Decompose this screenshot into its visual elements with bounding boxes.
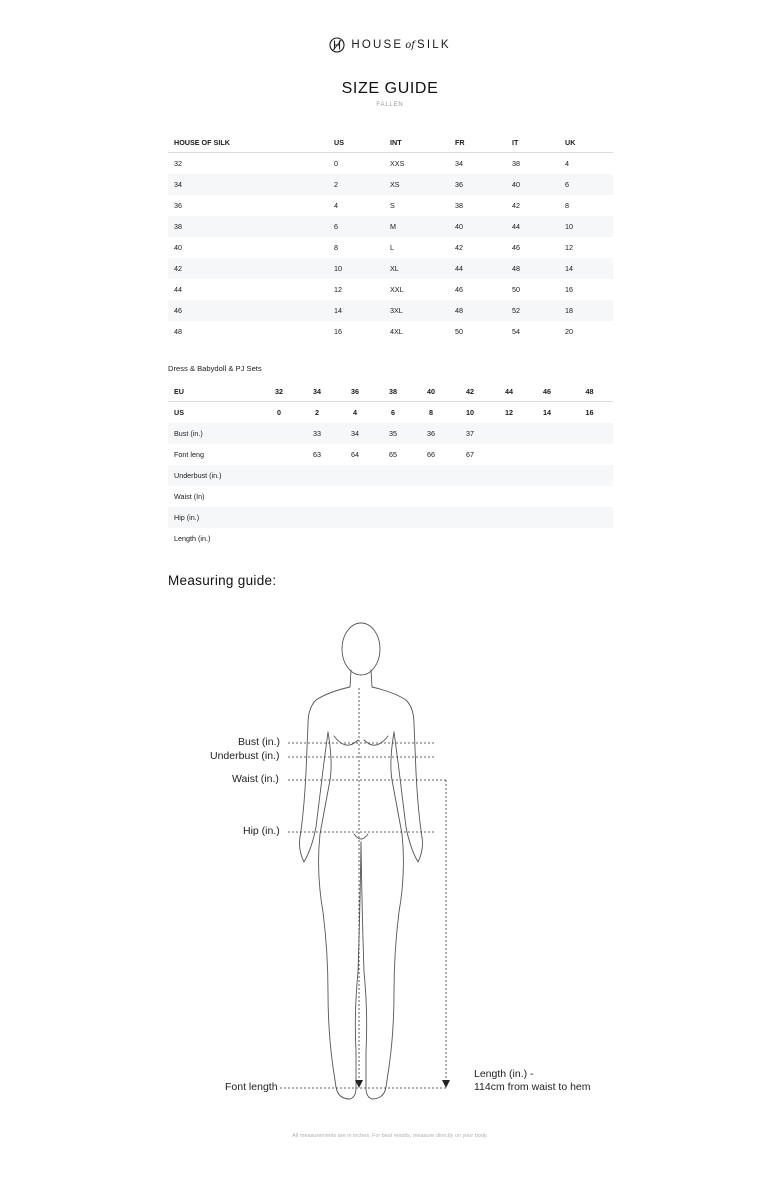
size-table-header: UK: [565, 132, 613, 153]
size-table-cell: 16: [565, 285, 573, 294]
dress-section-label: Dress & Babydoll & PJ Sets: [168, 364, 262, 373]
dress-table-cell: [450, 465, 490, 486]
dress-table-cell: Bust (in.): [168, 423, 260, 444]
size-table-cell: 50: [455, 327, 463, 336]
dress-table-cell: [374, 528, 412, 549]
size-table-cell: S: [390, 201, 395, 210]
dress-table-cell: [298, 507, 336, 528]
size-table-cell: 0: [334, 159, 338, 168]
size-table-header-row: [168, 132, 613, 153]
measuring-figure-panel: [168, 612, 613, 1132]
dress-table-cell: [490, 507, 528, 528]
size-table-cell: XL: [390, 258, 455, 279]
body-outline: [300, 623, 423, 1099]
size-table-cell: 8: [565, 201, 569, 210]
dress-table-cell: [412, 528, 450, 549]
dress-table-cell: 12: [505, 408, 513, 417]
page-title: SIZE GUIDE: [341, 80, 439, 97]
brand-name-of: of: [405, 40, 415, 51]
dress-table-cell: [260, 444, 298, 465]
brand-name-left: HOUSE: [351, 39, 404, 51]
hip-outline: [354, 834, 368, 839]
size-table-header: HOUSE OF SILK: [168, 132, 334, 153]
size-table-cell: 40: [455, 216, 512, 237]
waist-label: Waist (in.): [232, 773, 279, 785]
dress-table-cell: [528, 486, 566, 507]
brand-name: [351, 39, 450, 51]
size-table-cell: 40: [174, 243, 182, 252]
dress-table-cell: [528, 528, 566, 549]
size-table-cell: 34: [455, 159, 463, 168]
dress-table-cell: Font leng: [174, 450, 204, 459]
dress-table-cell: [566, 465, 613, 486]
size-table-cell: 18: [565, 300, 613, 321]
dress-table-cell: [298, 486, 336, 507]
dress-table-cell: [336, 528, 374, 549]
size-table-cell: 10: [565, 216, 613, 237]
body-figure-illustration: [168, 612, 613, 1132]
dress-table-cell: [412, 507, 450, 528]
length-label-line1: Length (in.) -: [474, 1068, 534, 1080]
size-table-cell: 38: [512, 159, 520, 168]
size-table-cell: 44: [174, 285, 182, 294]
size-table-cell: 6: [565, 174, 613, 195]
size-table-row: [168, 279, 613, 300]
dress-table-cell: [566, 423, 613, 444]
size-table-header: INT: [390, 132, 455, 153]
size-table-cell: 42: [512, 201, 520, 210]
size-table-row: [168, 174, 613, 195]
dress-table-cell: [298, 528, 336, 549]
size-table-cell: 14: [565, 258, 613, 279]
dress-table-cell: Waist (In): [174, 492, 205, 501]
dress-table-cell: [412, 486, 450, 507]
size-table-cell: 34: [168, 174, 334, 195]
dress-table-cell: [528, 444, 566, 465]
dress-table-cell: [260, 423, 298, 444]
dress-table-cell: Hip (in.): [168, 507, 260, 528]
page-subtitle: FALLEN: [376, 102, 404, 108]
measuring-guide-title: Measuring guide:: [168, 573, 277, 588]
size-table-row: [168, 300, 613, 321]
left-arm-outline: [300, 687, 351, 862]
hip-label: Hip (in.): [243, 825, 280, 837]
dress-table-cell: [566, 528, 613, 549]
dress-table-header: 44: [490, 381, 528, 402]
font-length-label: Font length: [225, 1081, 278, 1093]
size-table-cell: 4: [334, 201, 338, 210]
dress-table-cell: [336, 507, 374, 528]
dress-table-cell: [260, 507, 298, 528]
size-table-cell: 2: [334, 174, 390, 195]
size-table-cell: 4XL: [390, 327, 403, 336]
size-table-cell: 48: [455, 300, 512, 321]
dress-table-cell: 10: [466, 408, 474, 417]
dress-table-cell: Length (in.): [174, 534, 211, 543]
bust-outline: [334, 736, 388, 745]
dress-table-header: 38: [374, 381, 412, 402]
dress-table-cell: 66: [427, 450, 435, 459]
dress-table-cell: [450, 528, 490, 549]
size-table-cell: L: [390, 243, 394, 252]
dress-table-cell: 2: [315, 408, 319, 417]
dress-table-body: [168, 402, 613, 550]
dress-table-cell: [528, 465, 566, 486]
dress-table-cell: 6: [391, 408, 395, 417]
dress-table-row: [168, 486, 613, 507]
dress-table-cell: [490, 528, 528, 549]
dress-table-header: 32: [260, 381, 298, 402]
dress-table-cell: 67: [466, 450, 474, 459]
right-body-outline: [361, 732, 403, 1099]
size-table-header: FR: [455, 132, 512, 153]
dress-table-cell: 4: [353, 408, 357, 417]
dress-table-cell: [450, 507, 490, 528]
dress-table-cell: [260, 465, 298, 486]
brand-logo[interactable]: [0, 37, 780, 53]
dress-table-cell: [412, 465, 450, 486]
size-table-cell: 20: [565, 327, 573, 336]
length-label-line2: 114cm from waist to hem: [474, 1081, 591, 1093]
dress-table-cell: 33: [298, 423, 336, 444]
dress-table-row: [168, 444, 613, 465]
size-table-cell: 50: [512, 285, 520, 294]
dress-table-row: [168, 465, 613, 486]
head-outline: [342, 623, 380, 675]
size-table-cell: 32: [174, 159, 182, 168]
dress-table-cell: [336, 486, 374, 507]
size-table-row: [168, 216, 613, 237]
size-table-cell: 36: [455, 174, 512, 195]
dress-table-cell: [450, 486, 490, 507]
size-table-row: [168, 258, 613, 279]
dress-table-row: [168, 402, 613, 424]
size-table-body: [168, 153, 613, 343]
size-table-cell: 46: [512, 243, 520, 252]
dress-table-cell: [374, 486, 412, 507]
dress-table-cell: Underbust (in.): [168, 465, 260, 486]
size-table-cell: 40: [512, 174, 565, 195]
bust-label: Bust (in.): [238, 736, 281, 748]
dress-table-header: 46: [528, 381, 566, 402]
dress-table-cell: [566, 444, 613, 465]
size-table-cell: 6: [334, 216, 390, 237]
size-table-cell: 42: [168, 258, 334, 279]
brand-name-right: SILK: [416, 39, 451, 51]
size-table-cell: 16: [334, 327, 342, 336]
dress-table-cell: 65: [389, 450, 397, 459]
size-table-cell: XXL: [390, 285, 404, 294]
size-table-row: [168, 195, 613, 216]
dress-table-cell: 35: [374, 423, 412, 444]
dress-table-cell: 34: [336, 423, 374, 444]
dress-table-cell: 8: [429, 408, 433, 417]
dress-table-header: 42: [450, 381, 490, 402]
dress-table-row: [168, 507, 613, 528]
dress-table-cell: 16: [585, 408, 594, 417]
dress-table-cell: [260, 486, 298, 507]
dress-table-cell: [490, 444, 528, 465]
dress-table-cell: 37: [450, 423, 490, 444]
size-table-row: [168, 237, 613, 258]
dress-table-cell: [490, 423, 528, 444]
dress-table-cell: 0: [277, 408, 281, 417]
size-table-cell: 54: [512, 327, 520, 336]
dress-table-cell: [566, 486, 613, 507]
dress-table-cell: [566, 507, 613, 528]
dress-table-header: 40: [412, 381, 450, 402]
right-arm-outline: [372, 687, 423, 862]
size-table-cell: 52: [512, 300, 565, 321]
size-table-cell: 38: [168, 216, 334, 237]
size-table-header: IT: [512, 132, 565, 153]
dress-table-cell: [528, 507, 566, 528]
size-table-row: [168, 153, 613, 175]
size-table-cell: 10: [334, 258, 390, 279]
length-arrow-icon: [442, 1080, 450, 1088]
dress-table-header: 36: [336, 381, 374, 402]
size-table-cell: 3XL: [390, 300, 455, 321]
size-table-cell: M: [390, 216, 455, 237]
size-table-cell: XXS: [390, 159, 405, 168]
dress-table-cell: [336, 465, 374, 486]
dress-table-cell: [374, 465, 412, 486]
underbust-label: Underbust (in.): [210, 750, 280, 762]
size-table-cell: 46: [168, 300, 334, 321]
size-table-cell: 12: [565, 243, 573, 252]
dress-table-cell: [490, 486, 528, 507]
size-table-cell: 14: [334, 300, 390, 321]
dress-measurements-table: [168, 381, 613, 549]
size-table-cell: 42: [455, 243, 463, 252]
dress-table-cell: [374, 507, 412, 528]
dress-table-cell: 64: [351, 450, 359, 459]
dress-table-cell: 63: [313, 450, 321, 459]
size-table-cell: 12: [334, 285, 342, 294]
size-table-cell: XS: [390, 174, 455, 195]
size-table-cell: 44: [455, 258, 512, 279]
dress-table-header: EU: [168, 381, 260, 402]
dress-table-cell: [260, 528, 298, 549]
dress-table-row: [168, 528, 613, 549]
size-table-cell: 4: [565, 159, 569, 168]
size-table-row: [168, 321, 613, 342]
size-table-cell: 44: [512, 216, 565, 237]
size-table-cell: 38: [455, 201, 463, 210]
size-table-cell: 36: [174, 201, 182, 210]
dress-table-cell: US: [174, 408, 184, 417]
dress-table-header: 34: [298, 381, 336, 402]
house-of-silk-logo-icon: [329, 37, 345, 53]
measurement-lines: [280, 688, 446, 1088]
dress-table-row: [168, 423, 613, 444]
dress-table-header-row: [168, 381, 613, 402]
dress-table-cell: [298, 465, 336, 486]
dress-table-header: 48: [566, 381, 613, 402]
dress-table-cell: 36: [412, 423, 450, 444]
size-table-cell: 48: [174, 327, 182, 336]
dress-table-cell: 14: [543, 408, 551, 417]
size-table-header: US: [334, 132, 390, 153]
size-table-cell: 46: [455, 285, 463, 294]
size-table-cell: 8: [334, 243, 338, 252]
footnote: All measurements are in inches. For best results, measure directly on your body.: [292, 1133, 488, 1139]
left-body-outline: [319, 732, 361, 1099]
dress-table-cell: [490, 465, 528, 486]
dress-table-cell: [528, 423, 566, 444]
size-conversion-table: [168, 132, 613, 342]
size-table-cell: 48: [512, 258, 565, 279]
